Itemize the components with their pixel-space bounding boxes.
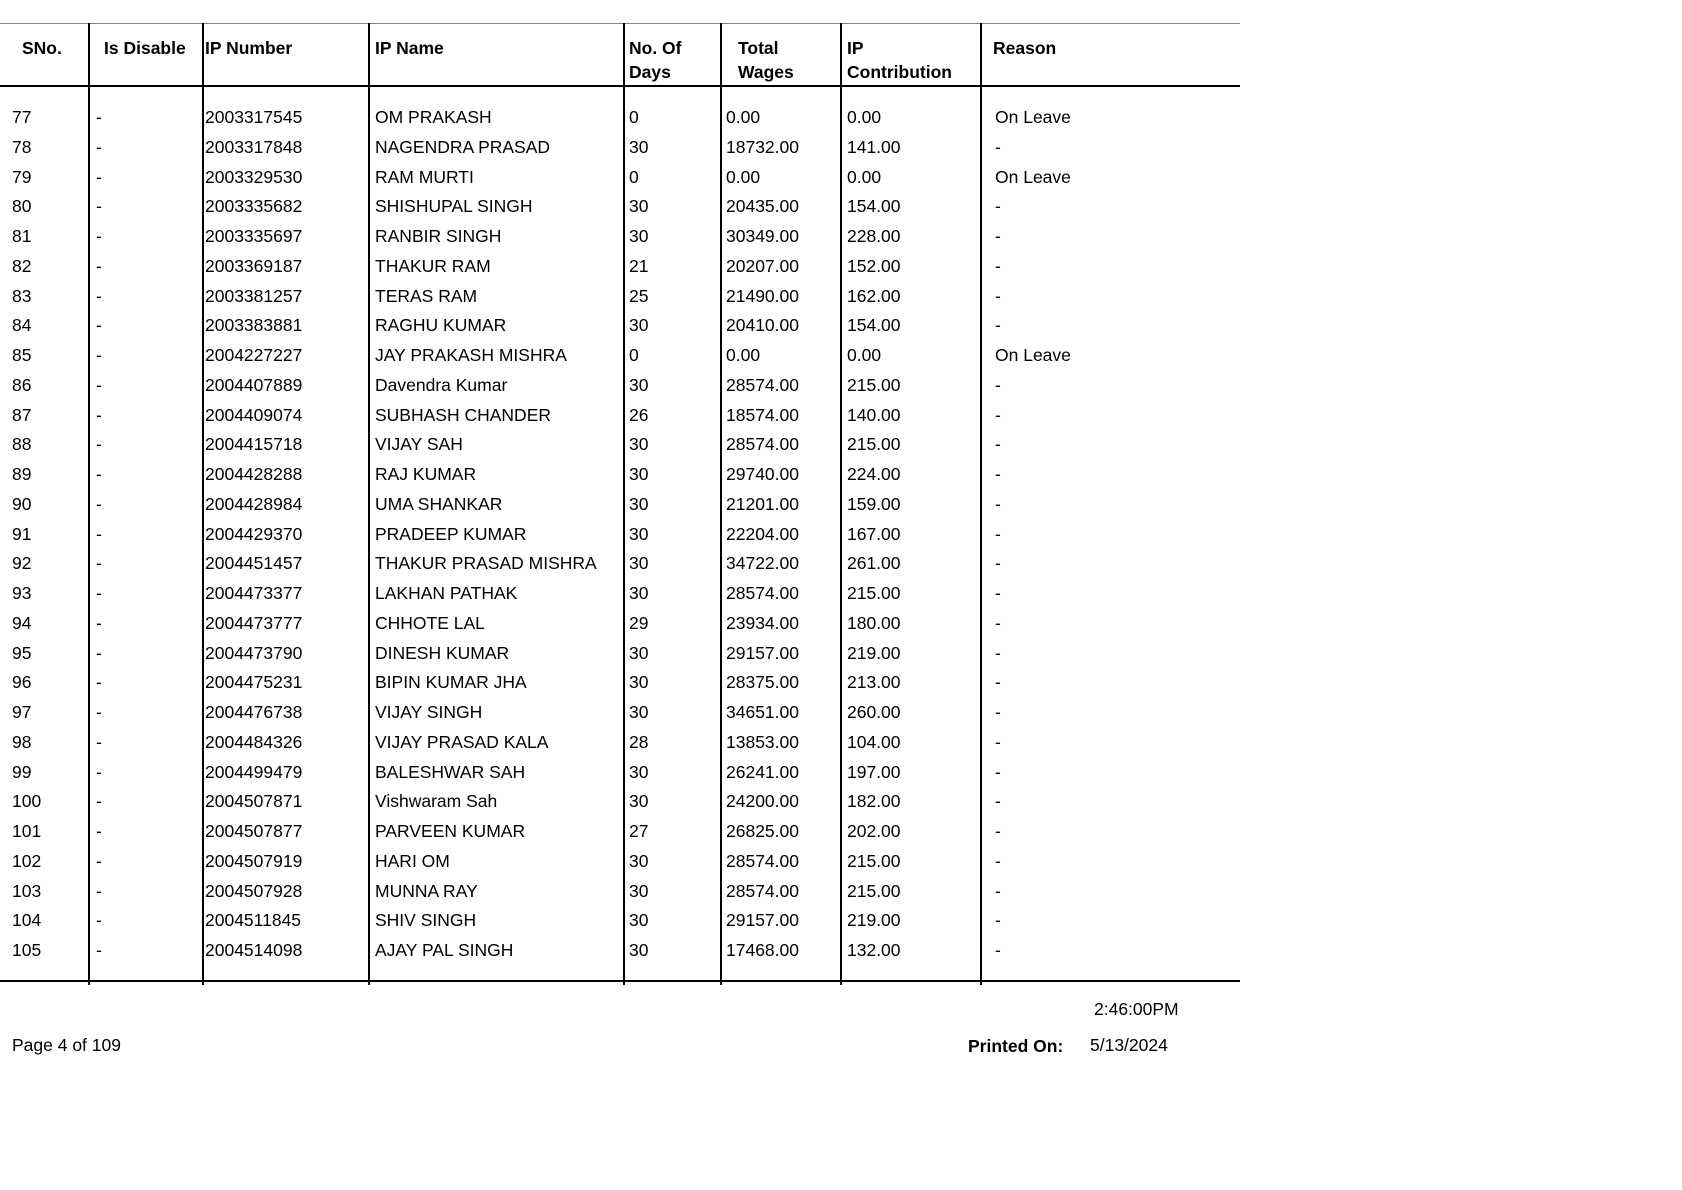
table-row <box>0 344 1240 374</box>
table-row <box>0 523 1240 553</box>
cell-ip-contribution: 167.00 <box>847 523 901 544</box>
cell-days: 0 <box>629 107 639 127</box>
cell-ip-name: SUBHASH CHANDER <box>375 404 551 425</box>
cell-ip-contribution: 202.00 <box>847 821 901 841</box>
cell-ip-number: 2004507928 <box>205 880 303 901</box>
table-top-border <box>0 23 1240 24</box>
cell-is-disable: - <box>96 434 102 455</box>
header-no-of-days <box>629 36 682 84</box>
cell-ip-contribution: 228.00 <box>847 226 901 246</box>
cell-sno: 78 <box>12 136 32 157</box>
table-row <box>0 642 1240 672</box>
cell-days: 30 <box>629 493 649 514</box>
cell-ip-number: 2004227227 <box>205 345 303 365</box>
cell-reason: - <box>995 136 1001 157</box>
table-row <box>0 166 1240 196</box>
cell-total-wages: 26241.00 <box>726 761 799 782</box>
cell-sno: 103 <box>12 880 42 901</box>
cell-is-disable: - <box>96 315 102 336</box>
cell-is-disable: - <box>96 731 102 752</box>
header-no-of-days-line1: No. Of <box>629 38 682 58</box>
table-row <box>0 790 1240 820</box>
table-row <box>0 493 1240 523</box>
cell-ip-number: 2004473790 <box>205 642 303 663</box>
cell-ip-name: RAGHU KUMAR <box>375 315 507 336</box>
cell-sno: 84 <box>12 315 32 336</box>
header-ip-contribution-line2: Contribution <box>847 62 952 82</box>
cell-ip-contribution: 0.00 <box>847 107 882 127</box>
cell-ip-contribution: 162.00 <box>847 285 901 306</box>
cell-ip-number: 2004415718 <box>205 434 303 455</box>
cell-sno: 94 <box>12 612 32 633</box>
cell-total-wages: 18574.00 <box>726 404 799 425</box>
cell-reason: - <box>995 523 1001 544</box>
cell-sno: 87 <box>12 404 32 425</box>
table-row <box>0 701 1240 731</box>
header-ip-number-label: IP Number <box>205 38 293 58</box>
cell-ip-number: 2004409074 <box>205 404 303 425</box>
cell-is-disable: - <box>96 196 102 217</box>
table-row <box>0 612 1240 642</box>
cell-is-disable: - <box>96 136 102 157</box>
cell-is-disable: - <box>96 583 102 603</box>
cell-ip-contribution: 215.00 <box>847 434 901 455</box>
cell-days: 30 <box>629 940 649 960</box>
cell-days: 30 <box>629 583 649 603</box>
cell-ip-contribution: 215.00 <box>847 850 901 871</box>
cell-total-wages: 0.00 <box>726 166 761 187</box>
cell-reason: - <box>995 850 1001 871</box>
cell-reason: - <box>995 821 1001 841</box>
cell-reason: - <box>995 940 1001 960</box>
printed-on-date: 5/13/2024 <box>1090 1035 1168 1055</box>
cell-total-wages: 20410.00 <box>726 315 799 336</box>
cell-ip-contribution: 0.00 <box>847 345 882 365</box>
cell-days: 30 <box>629 702 649 722</box>
cell-days: 30 <box>629 226 649 246</box>
cell-total-wages: 0.00 <box>726 345 761 365</box>
print-time: 2:46:00PM <box>1094 999 1179 1019</box>
cell-sno: 90 <box>12 493 32 514</box>
cell-ip-number: 2003317848 <box>205 136 303 157</box>
cell-ip-name: JAY PRAKASH MISHRA <box>375 345 567 365</box>
table-row <box>0 909 1240 939</box>
cell-sno: 102 <box>12 850 42 871</box>
table-row <box>0 136 1240 166</box>
cell-ip-contribution: 213.00 <box>847 672 901 693</box>
header-sno <box>22 36 62 60</box>
cell-sno: 83 <box>12 285 32 306</box>
cell-ip-name: THAKUR RAM <box>375 255 491 276</box>
cell-days: 0 <box>629 345 639 365</box>
cell-total-wages: 28574.00 <box>726 374 799 395</box>
cell-ip-name: Vishwaram Sah <box>375 791 498 812</box>
cell-ip-name: TERAS RAM <box>375 285 478 306</box>
header-ip-number <box>205 36 292 60</box>
cell-ip-name: AJAY PAL SINGH <box>375 940 514 960</box>
table-row <box>0 880 1240 910</box>
cell-reason: - <box>995 315 1001 336</box>
header-reason-label: Reason <box>993 38 1057 58</box>
cell-sno: 96 <box>12 672 32 693</box>
cell-is-disable: - <box>96 642 102 663</box>
cell-ip-name: BIPIN KUMAR JHA <box>375 672 527 693</box>
cell-total-wages: 28574.00 <box>726 880 799 901</box>
cell-ip-number: 2003383881 <box>205 315 303 336</box>
cell-ip-name: LAKHAN PATHAK <box>375 583 518 603</box>
cell-is-disable: - <box>96 910 102 931</box>
cell-ip-contribution: 132.00 <box>847 940 901 960</box>
cell-reason: - <box>995 255 1001 276</box>
cell-ip-number: 2003335682 <box>205 196 303 217</box>
cell-total-wages: 17468.00 <box>726 940 799 960</box>
cell-total-wages: 28574.00 <box>726 434 799 455</box>
cell-days: 30 <box>629 464 649 484</box>
table-row <box>0 731 1240 761</box>
cell-reason: On Leave <box>995 345 1071 365</box>
cell-sno: 89 <box>12 464 32 484</box>
cell-sno: 85 <box>12 345 32 365</box>
cell-days: 30 <box>629 761 649 782</box>
table-row <box>0 433 1240 463</box>
cell-ip-number: 2004507877 <box>205 821 303 841</box>
cell-is-disable: - <box>96 166 102 187</box>
cell-days: 30 <box>629 850 649 871</box>
cell-sno: 77 <box>12 107 32 127</box>
cell-reason: - <box>995 612 1001 633</box>
cell-sno: 97 <box>12 702 32 722</box>
cell-ip-number: 2003369187 <box>205 255 303 276</box>
cell-reason: - <box>995 583 1001 603</box>
cell-days: 30 <box>629 642 649 663</box>
cell-ip-number: 2003329530 <box>205 166 303 187</box>
cell-reason: - <box>995 702 1001 722</box>
cell-sno: 95 <box>12 642 32 663</box>
cell-reason: - <box>995 672 1001 693</box>
table-row <box>0 374 1240 404</box>
cell-total-wages: 28375.00 <box>726 672 799 693</box>
cell-days: 30 <box>629 880 649 901</box>
cell-total-wages: 23934.00 <box>726 612 799 633</box>
cell-ip-name: VIJAY SAH <box>375 434 463 455</box>
cell-days: 30 <box>629 910 649 931</box>
cell-total-wages: 0.00 <box>726 107 761 127</box>
cell-ip-name: SHIV SINGH <box>375 910 477 931</box>
cell-total-wages: 29157.00 <box>726 910 799 931</box>
cell-sno: 105 <box>12 940 42 960</box>
cell-sno: 80 <box>12 196 32 217</box>
cell-ip-name: VIJAY SINGH <box>375 702 483 722</box>
cell-days: 26 <box>629 404 649 425</box>
cell-days: 30 <box>629 196 649 217</box>
cell-ip-number: 2004451457 <box>205 553 303 574</box>
cell-is-disable: - <box>96 821 102 841</box>
cell-days: 30 <box>629 672 649 693</box>
printed-on-label: Printed On: <box>968 1036 1064 1056</box>
cell-ip-name: SHISHUPAL SINGH <box>375 196 533 217</box>
cell-ip-name: OM PRAKASH <box>375 107 492 127</box>
cell-ip-contribution: 215.00 <box>847 583 901 603</box>
page-indicator: Page 4 of 109 <box>12 1035 121 1055</box>
header-total-wages-line1: Total <box>738 38 779 58</box>
cell-days: 29 <box>629 612 649 633</box>
cell-reason: - <box>995 404 1001 425</box>
cell-total-wages: 21490.00 <box>726 285 799 306</box>
table-row <box>0 195 1240 225</box>
cell-reason: - <box>995 493 1001 514</box>
cell-ip-name: HARI OM <box>375 850 450 871</box>
cell-sno: 101 <box>12 821 42 841</box>
header-reason <box>993 36 1056 60</box>
cell-is-disable: - <box>96 672 102 693</box>
cell-ip-name: UMA SHANKAR <box>375 493 503 514</box>
cell-ip-contribution: 180.00 <box>847 612 901 633</box>
cell-total-wages: 18732.00 <box>726 136 799 157</box>
cell-is-disable: - <box>96 464 102 484</box>
cell-ip-number: 2004429370 <box>205 523 303 544</box>
cell-reason: - <box>995 731 1001 752</box>
cell-reason: - <box>995 910 1001 931</box>
cell-ip-name: BALESHWAR SAH <box>375 761 526 782</box>
cell-ip-name: RANBIR SINGH <box>375 226 502 246</box>
cell-ip-name: PRADEEP KUMAR <box>375 523 527 544</box>
cell-days: 30 <box>629 791 649 812</box>
cell-days: 21 <box>629 255 649 276</box>
cell-is-disable: - <box>96 255 102 276</box>
cell-ip-number: 2004407889 <box>205 374 303 395</box>
table-row <box>0 939 1240 969</box>
header-no-of-days-line2: Days <box>629 62 671 82</box>
cell-reason: - <box>995 553 1001 574</box>
header-ip-name <box>375 36 444 60</box>
cell-ip-contribution: 154.00 <box>847 196 901 217</box>
cell-ip-number: 2004475231 <box>205 672 303 693</box>
cell-ip-contribution: 219.00 <box>847 642 901 663</box>
cell-reason: - <box>995 434 1001 455</box>
cell-reason: - <box>995 791 1001 812</box>
cell-days: 28 <box>629 731 649 752</box>
cell-reason: - <box>995 196 1001 217</box>
table-row <box>0 820 1240 850</box>
header-is-disable <box>104 36 186 60</box>
cell-ip-number: 2004484326 <box>205 731 303 752</box>
header-total-wages <box>738 36 794 84</box>
cell-is-disable: - <box>96 523 102 544</box>
cell-ip-contribution: 224.00 <box>847 464 901 484</box>
cell-days: 30 <box>629 315 649 336</box>
cell-ip-name: NAGENDRA PRASAD <box>375 136 551 157</box>
cell-ip-number: 2003335697 <box>205 226 303 246</box>
cell-is-disable: - <box>96 404 102 425</box>
table-row <box>0 671 1240 701</box>
cell-days: 30 <box>629 523 649 544</box>
cell-ip-contribution: 182.00 <box>847 791 901 812</box>
cell-is-disable: - <box>96 226 102 246</box>
cell-ip-number: 2004473377 <box>205 583 303 603</box>
cell-ip-name: RAJ KUMAR <box>375 464 477 484</box>
cell-sno: 100 <box>12 791 42 812</box>
cell-is-disable: - <box>96 374 102 395</box>
table-row <box>0 850 1240 880</box>
cell-ip-contribution: 152.00 <box>847 255 901 276</box>
cell-is-disable: - <box>96 761 102 782</box>
header-ip-contribution-line1: IP <box>847 38 864 58</box>
header-is-disable-label: Is Disable <box>104 38 186 58</box>
cell-ip-contribution: 154.00 <box>847 315 901 336</box>
cell-reason: - <box>995 374 1001 395</box>
cell-ip-contribution: 0.00 <box>847 166 882 187</box>
cell-reason: - <box>995 761 1001 782</box>
cell-sno: 81 <box>12 226 32 246</box>
cell-total-wages: 26825.00 <box>726 821 799 841</box>
cell-ip-contribution: 140.00 <box>847 404 901 425</box>
cell-total-wages: 20207.00 <box>726 255 799 276</box>
table-bottom-border <box>0 980 1240 982</box>
cell-total-wages: 24200.00 <box>726 791 799 812</box>
cell-days: 30 <box>629 374 649 395</box>
cell-total-wages: 29157.00 <box>726 642 799 663</box>
table-row <box>0 463 1240 493</box>
cell-sno: 104 <box>12 910 42 931</box>
cell-sno: 99 <box>12 761 32 782</box>
cell-ip-contribution: 215.00 <box>847 880 901 901</box>
cell-is-disable: - <box>96 612 102 633</box>
table-row <box>0 314 1240 344</box>
cell-ip-number: 2003317545 <box>205 107 303 127</box>
cell-ip-number: 2004428984 <box>205 493 303 514</box>
table-row <box>0 255 1240 285</box>
cell-ip-name: Davendra Kumar <box>375 374 508 395</box>
cell-is-disable: - <box>96 345 102 365</box>
cell-days: 0 <box>629 166 639 187</box>
table-row <box>0 106 1240 136</box>
cell-sno: 82 <box>12 255 32 276</box>
header-sno-label: SNo. <box>22 38 62 58</box>
cell-ip-number: 2004514098 <box>205 940 303 960</box>
cell-is-disable: - <box>96 880 102 901</box>
table-row <box>0 225 1240 255</box>
cell-is-disable: - <box>96 553 102 574</box>
cell-ip-contribution: 141.00 <box>847 136 901 157</box>
cell-reason: - <box>995 226 1001 246</box>
cell-ip-number: 2004428288 <box>205 464 303 484</box>
cell-ip-number: 2004511845 <box>205 910 302 931</box>
cell-ip-number: 2003381257 <box>205 285 303 306</box>
cell-ip-number: 2004499479 <box>205 761 303 782</box>
header-bottom-border <box>0 85 1240 87</box>
table-row <box>0 404 1240 434</box>
cell-ip-number: 2004507871 <box>205 791 303 812</box>
cell-total-wages: 28574.00 <box>726 583 799 603</box>
cell-ip-name: PARVEEN KUMAR <box>375 821 526 841</box>
cell-total-wages: 30349.00 <box>726 226 799 246</box>
cell-ip-name: MUNNA RAY <box>375 880 478 901</box>
cell-sno: 98 <box>12 731 32 752</box>
cell-reason: - <box>995 642 1001 663</box>
cell-sno: 79 <box>12 166 32 187</box>
cell-reason: On Leave <box>995 166 1071 187</box>
cell-ip-contribution: 215.00 <box>847 374 901 395</box>
table-row <box>0 285 1240 315</box>
cell-days: 27 <box>629 821 649 841</box>
cell-sno: 93 <box>12 583 32 603</box>
header-total-wages-line2: Wages <box>738 62 794 82</box>
cell-total-wages: 22204.00 <box>726 523 799 544</box>
cell-days: 30 <box>629 434 649 455</box>
cell-total-wages: 34722.00 <box>726 553 799 574</box>
cell-sno: 86 <box>12 374 32 395</box>
cell-days: 25 <box>629 285 649 306</box>
cell-reason: - <box>995 464 1001 484</box>
header-ip-contribution <box>847 36 952 84</box>
cell-total-wages: 21201.00 <box>726 493 799 514</box>
cell-sno: 88 <box>12 434 32 455</box>
table-row <box>0 582 1240 612</box>
cell-reason: - <box>995 880 1001 901</box>
cell-ip-number: 2004507919 <box>205 850 303 871</box>
cell-ip-contribution: 219.00 <box>847 910 901 931</box>
cell-ip-number: 2004476738 <box>205 702 303 722</box>
cell-total-wages: 28574.00 <box>726 850 799 871</box>
cell-ip-name: RAM MURTI <box>375 166 474 187</box>
cell-is-disable: - <box>96 285 102 306</box>
cell-ip-contribution: 261.00 <box>847 553 901 574</box>
table-row <box>0 761 1240 791</box>
cell-ip-name: THAKUR PRASAD MISHRA <box>375 553 597 574</box>
cell-total-wages: 34651.00 <box>726 702 799 722</box>
cell-is-disable: - <box>96 940 102 960</box>
cell-ip-contribution: 260.00 <box>847 702 901 722</box>
cell-is-disable: - <box>96 493 102 514</box>
cell-is-disable: - <box>96 107 102 127</box>
cell-total-wages: 13853.00 <box>726 731 799 752</box>
cell-ip-name: CHHOTE LAL <box>375 612 485 633</box>
header-ip-name-label: IP Name <box>375 38 444 58</box>
table-row <box>0 552 1240 582</box>
cell-ip-name: DINESH KUMAR <box>375 642 510 663</box>
cell-total-wages: 20435.00 <box>726 196 799 217</box>
cell-is-disable: - <box>96 850 102 871</box>
cell-ip-contribution: 104.00 <box>847 731 901 752</box>
cell-reason: - <box>995 285 1001 306</box>
cell-reason: On Leave <box>995 107 1071 127</box>
cell-is-disable: - <box>96 702 102 722</box>
cell-days: 30 <box>629 553 649 574</box>
cell-total-wages: 29740.00 <box>726 464 799 484</box>
cell-ip-contribution: 159.00 <box>847 493 901 514</box>
cell-is-disable: - <box>96 791 102 812</box>
cell-days: 30 <box>629 136 649 157</box>
cell-ip-name: VIJAY PRASAD KALA <box>375 731 549 752</box>
cell-ip-number: 2004473777 <box>205 612 303 633</box>
cell-sno: 92 <box>12 553 32 574</box>
cell-sno: 91 <box>12 523 32 544</box>
cell-ip-contribution: 197.00 <box>847 761 901 782</box>
